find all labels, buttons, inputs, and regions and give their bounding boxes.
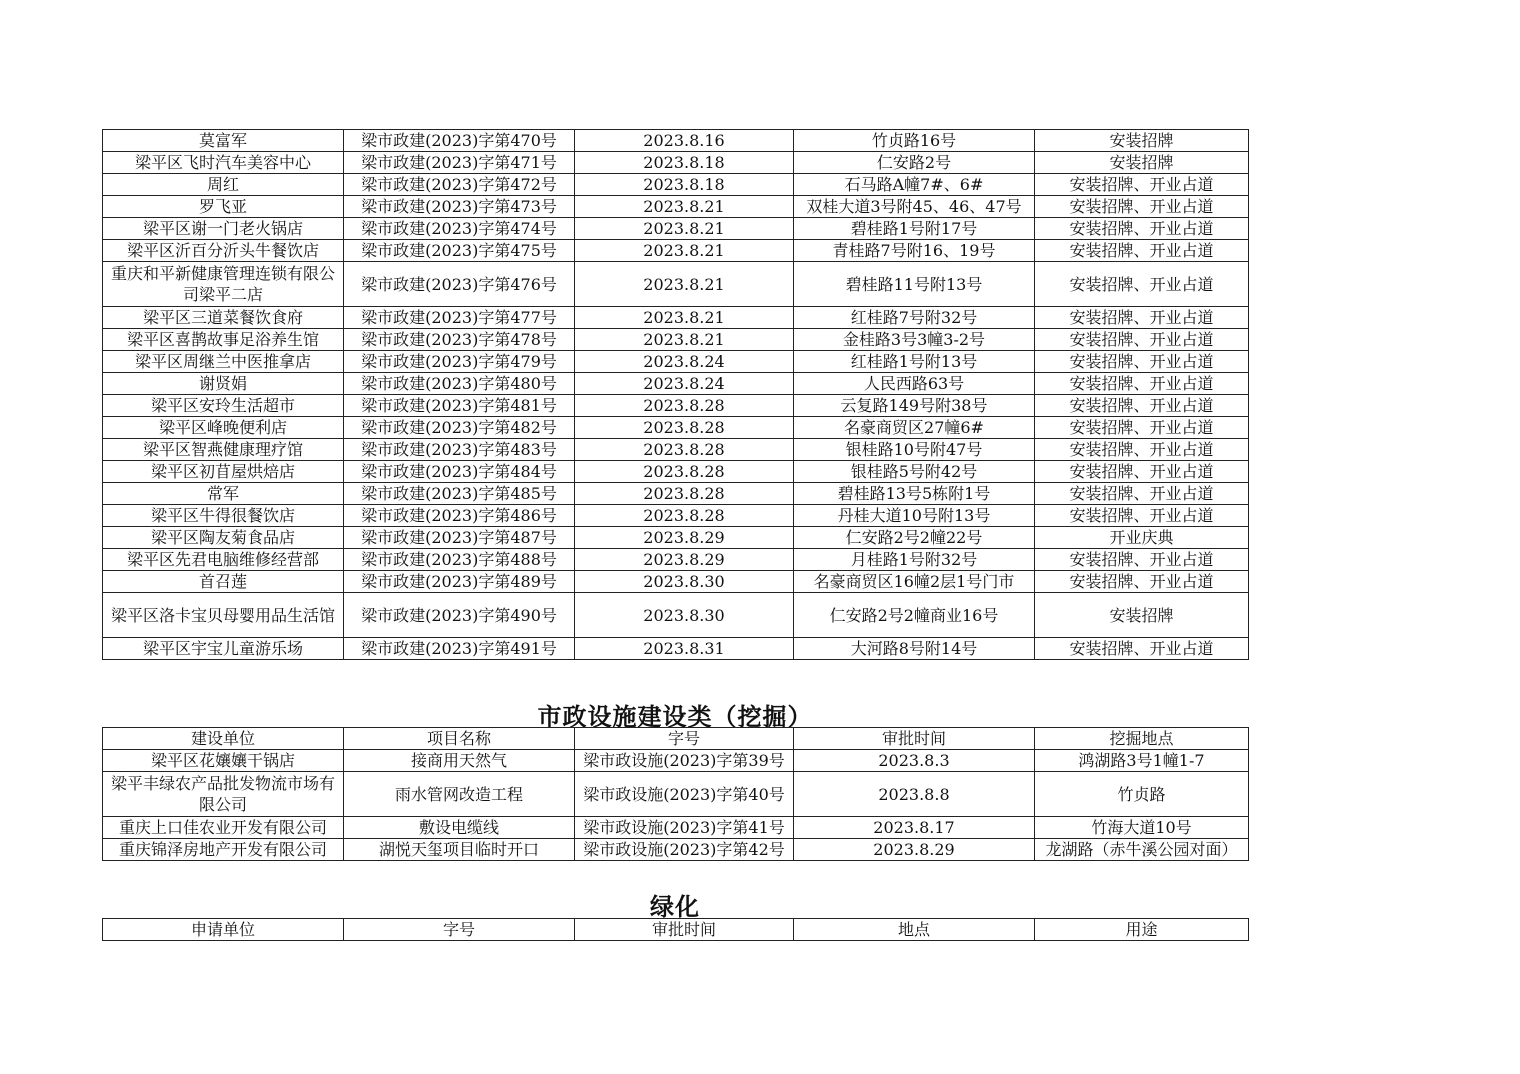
cell-col2: 梁市政建(2023)字第483号 [344, 439, 575, 461]
cell-col2: 接商用天然气 [344, 750, 575, 772]
excavation-table [102, 727, 1249, 861]
cell-col5: 安装招牌、开业占道 [1035, 373, 1249, 395]
permits-table-body [103, 130, 1249, 660]
cell-col4: 竹贞路16号 [794, 130, 1035, 152]
cell-col4: 仁安路2号2幢商业16号 [794, 593, 1035, 638]
cell-col2: 梁市政建(2023)字第472号 [344, 174, 575, 196]
table-row [103, 307, 1249, 329]
cell-col4: 石马路A幢7#、6# [794, 174, 1035, 196]
cell-unit: 常军 [103, 483, 344, 505]
cell-col2: 梁市政建(2023)字第488号 [344, 549, 575, 571]
cell-col3: 2023.8.21 [575, 307, 794, 329]
cell-col4: 名豪商贸区16幢2层1号门市 [794, 571, 1035, 593]
excavation-section-title: 市政设施建设类（挖掘） [537, 702, 813, 731]
cell-col2: 梁市政建(2023)字第471号 [344, 152, 575, 174]
table-row [103, 130, 1249, 152]
cell-col3: 梁市政设施(2023)字第42号 [575, 839, 794, 861]
table-row [103, 527, 1249, 549]
cell-unit: 梁平区洛卡宝贝母婴用品生活馆 [103, 593, 344, 638]
header-permit-number: 字号 [344, 919, 575, 941]
cell-col4: 仁安路2号2幢22号 [794, 527, 1035, 549]
cell-col3: 2023.8.24 [575, 373, 794, 395]
cell-col4: 双桂大道3号附45、46、47号 [794, 196, 1035, 218]
cell-col2: 梁市政建(2023)字第487号 [344, 527, 575, 549]
header-applicant-unit: 申请单位 [103, 919, 344, 941]
cell-unit: 重庆上口佳农业开发有限公司 [103, 817, 344, 839]
table-row [103, 417, 1249, 439]
cell-unit: 梁平区先君电脑维修经营部 [103, 549, 344, 571]
cell-col4: 碧桂路11号附13号 [794, 262, 1035, 307]
cell-col3: 2023.8.28 [575, 439, 794, 461]
cell-col5: 竹海大道10号 [1035, 817, 1249, 839]
cell-col5: 安装招牌、开业占道 [1035, 307, 1249, 329]
cell-col2: 梁市政建(2023)字第476号 [344, 262, 575, 307]
cell-col4: 丹桂大道10号附13号 [794, 505, 1035, 527]
excavation-table-body [103, 750, 1249, 861]
header-approval-date: 审批时间 [794, 728, 1035, 750]
cell-col4: 2023.8.3 [794, 750, 1035, 772]
header-project-name: 项目名称 [344, 728, 575, 750]
cell-unit: 梁平区智燕健康理疗馆 [103, 439, 344, 461]
cell-col4: 名豪商贸区27幢6# [794, 417, 1035, 439]
cell-col3: 2023.8.28 [575, 395, 794, 417]
cell-col2: 敷设电缆线 [344, 817, 575, 839]
cell-col2: 梁市政建(2023)字第473号 [344, 196, 575, 218]
cell-col5: 安装招牌、开业占道 [1035, 571, 1249, 593]
cell-col3: 2023.8.28 [575, 483, 794, 505]
cell-col5: 安装招牌、开业占道 [1035, 417, 1249, 439]
cell-col2: 梁市政建(2023)字第491号 [344, 638, 575, 660]
cell-unit: 罗飞亚 [103, 196, 344, 218]
cell-col4: 2023.8.8 [794, 772, 1035, 817]
cell-col5: 鸿湖路3号1幢1-7 [1035, 750, 1249, 772]
cell-col4: 金桂路3号3幢3-2号 [794, 329, 1035, 351]
cell-col2: 梁市政建(2023)字第486号 [344, 505, 575, 527]
cell-col5: 安装招牌、开业占道 [1035, 483, 1249, 505]
cell-unit: 梁平区三道菜餐饮食府 [103, 307, 344, 329]
cell-unit: 梁平区周继兰中医推拿店 [103, 351, 344, 373]
table-row [103, 395, 1249, 417]
cell-col4: 银桂路10号附47号 [794, 439, 1035, 461]
table-row [103, 262, 1249, 307]
header-excavation-location: 挖掘地点 [1035, 728, 1249, 750]
table-row [103, 373, 1249, 395]
cell-col2: 梁市政建(2023)字第489号 [344, 571, 575, 593]
cell-col4: 人民西路63号 [794, 373, 1035, 395]
cell-unit: 重庆和平新健康管理连锁有限公司梁平二店 [103, 262, 344, 307]
cell-unit: 梁平区安玲生活超市 [103, 395, 344, 417]
table-row [103, 174, 1249, 196]
cell-unit: 周红 [103, 174, 344, 196]
cell-col4: 仁安路2号 [794, 152, 1035, 174]
permits-table [102, 129, 1249, 660]
cell-col2: 梁市政建(2023)字第475号 [344, 240, 575, 262]
cell-col5: 竹贞路 [1035, 772, 1249, 817]
cell-col5: 安装招牌 [1035, 130, 1249, 152]
table-row [103, 817, 1249, 839]
cell-col4: 月桂路1号附32号 [794, 549, 1035, 571]
cell-col3: 2023.8.18 [575, 152, 794, 174]
cell-col3: 2023.8.21 [575, 262, 794, 307]
cell-col3: 2023.8.28 [575, 461, 794, 483]
cell-col3: 2023.8.31 [575, 638, 794, 660]
cell-unit: 梁平区喜鹊故事足浴养生馆 [103, 329, 344, 351]
cell-col2: 雨水管网改造工程 [344, 772, 575, 817]
cell-col2: 梁市政建(2023)字第478号 [344, 329, 575, 351]
cell-unit: 梁平区牛得很餐饮店 [103, 505, 344, 527]
cell-col4: 2023.8.17 [794, 817, 1035, 839]
table-row [103, 240, 1249, 262]
cell-col3: 2023.8.29 [575, 549, 794, 571]
cell-unit: 梁平区峰晚便利店 [103, 417, 344, 439]
cell-col2: 湖悦天玺项目临时开口 [344, 839, 575, 861]
cell-col3: 2023.8.21 [575, 196, 794, 218]
header-approval-date: 审批时间 [575, 919, 794, 941]
table-row [103, 351, 1249, 373]
header-permit-number: 字号 [575, 728, 794, 750]
cell-unit: 梁平区谢一门老火锅店 [103, 218, 344, 240]
table-row [103, 152, 1249, 174]
table-row [103, 483, 1249, 505]
table-row [103, 218, 1249, 240]
cell-col2: 梁市政建(2023)字第484号 [344, 461, 575, 483]
cell-col4: 青桂路7号附16、19号 [794, 240, 1035, 262]
cell-col4: 银桂路5号附42号 [794, 461, 1035, 483]
cell-col3: 2023.8.21 [575, 218, 794, 240]
cell-col2: 梁市政建(2023)字第482号 [344, 417, 575, 439]
cell-col3: 2023.8.29 [575, 527, 794, 549]
cell-col5: 安装招牌、开业占道 [1035, 549, 1249, 571]
cell-col5: 安装招牌、开业占道 [1035, 351, 1249, 373]
cell-col4: 红桂路7号附32号 [794, 307, 1035, 329]
table-row [103, 461, 1249, 483]
cell-col3: 梁市政设施(2023)字第40号 [575, 772, 794, 817]
cell-unit: 首召莲 [103, 571, 344, 593]
cell-unit: 梁平丰绿农产品批发物流市场有限公司 [103, 772, 344, 817]
cell-col2: 梁市政建(2023)字第474号 [344, 218, 575, 240]
header-purpose: 用途 [1035, 919, 1249, 941]
cell-col3: 2023.8.18 [575, 174, 794, 196]
cell-col2: 梁市政建(2023)字第480号 [344, 373, 575, 395]
cell-unit: 梁平区沂百分沂头牛餐饮店 [103, 240, 344, 262]
cell-col3: 2023.8.30 [575, 593, 794, 638]
table-row [103, 329, 1249, 351]
cell-col3: 2023.8.28 [575, 505, 794, 527]
cell-unit: 梁平区飞时汽车美容中心 [103, 152, 344, 174]
cell-col5: 安装招牌、开业占道 [1035, 505, 1249, 527]
table-row [103, 750, 1249, 772]
cell-col2: 梁市政建(2023)字第479号 [344, 351, 575, 373]
cell-col3: 梁市政设施(2023)字第41号 [575, 817, 794, 839]
cell-col5: 安装招牌、开业占道 [1035, 638, 1249, 660]
table-row [103, 593, 1249, 638]
cell-col5: 安装招牌 [1035, 152, 1249, 174]
cell-col3: 2023.8.21 [575, 240, 794, 262]
table-row [103, 549, 1249, 571]
table-row [103, 772, 1249, 817]
cell-col3: 2023.8.24 [575, 351, 794, 373]
cell-unit: 莫富军 [103, 130, 344, 152]
cell-col3: 2023.8.30 [575, 571, 794, 593]
cell-col2: 梁市政建(2023)字第470号 [344, 130, 575, 152]
cell-col3: 2023.8.16 [575, 130, 794, 152]
cell-col4: 2023.8.29 [794, 839, 1035, 861]
table-row [103, 196, 1249, 218]
cell-unit: 重庆锦泽房地产开发有限公司 [103, 839, 344, 861]
cell-col4: 红桂路1号附13号 [794, 351, 1035, 373]
table-row [103, 638, 1249, 660]
cell-col5: 安装招牌、开业占道 [1035, 461, 1249, 483]
cell-col4: 大河路8号附14号 [794, 638, 1035, 660]
cell-unit: 梁平区初苜屋烘焙店 [103, 461, 344, 483]
cell-unit: 梁平区花孃孃干锅店 [103, 750, 344, 772]
cell-col2: 梁市政建(2023)字第490号 [344, 593, 575, 638]
header-location: 地点 [794, 919, 1035, 941]
cell-col5: 安装招牌、开业占道 [1035, 174, 1249, 196]
cell-unit: 梁平区陶友菊食品店 [103, 527, 344, 549]
greening-header-row [103, 919, 1249, 941]
cell-col5: 安装招牌、开业占道 [1035, 262, 1249, 307]
greening-table [102, 918, 1249, 941]
cell-col5: 开业庆典 [1035, 527, 1249, 549]
cell-col5: 安装招牌、开业占道 [1035, 395, 1249, 417]
greening-section-title: 绿化 [650, 892, 700, 921]
table-row [103, 505, 1249, 527]
cell-col2: 梁市政建(2023)字第485号 [344, 483, 575, 505]
cell-col2: 梁市政建(2023)字第481号 [344, 395, 575, 417]
cell-col4: 碧桂路1号附17号 [794, 218, 1035, 240]
cell-col3: 2023.8.28 [575, 417, 794, 439]
cell-col5: 安装招牌、开业占道 [1035, 196, 1249, 218]
cell-unit: 梁平区宇宝儿童游乐场 [103, 638, 344, 660]
header-construction-unit: 建设单位 [103, 728, 344, 750]
excavation-header-row [103, 728, 1249, 750]
cell-col5: 龙湖路（赤牛溪公园对面） [1035, 839, 1249, 861]
cell-col5: 安装招牌、开业占道 [1035, 218, 1249, 240]
cell-col5: 安装招牌、开业占道 [1035, 439, 1249, 461]
cell-col2: 梁市政建(2023)字第477号 [344, 307, 575, 329]
cell-col3: 2023.8.21 [575, 329, 794, 351]
cell-col4: 碧桂路13号5栋附1号 [794, 483, 1035, 505]
cell-col5: 安装招牌、开业占道 [1035, 329, 1249, 351]
cell-col4: 云复路149号附38号 [794, 395, 1035, 417]
cell-col5: 安装招牌、开业占道 [1035, 240, 1249, 262]
cell-col3: 梁市政设施(2023)字第39号 [575, 750, 794, 772]
table-row [103, 839, 1249, 861]
cell-unit: 谢贤娟 [103, 373, 344, 395]
table-row [103, 439, 1249, 461]
cell-col5: 安装招牌 [1035, 593, 1249, 638]
table-row [103, 571, 1249, 593]
